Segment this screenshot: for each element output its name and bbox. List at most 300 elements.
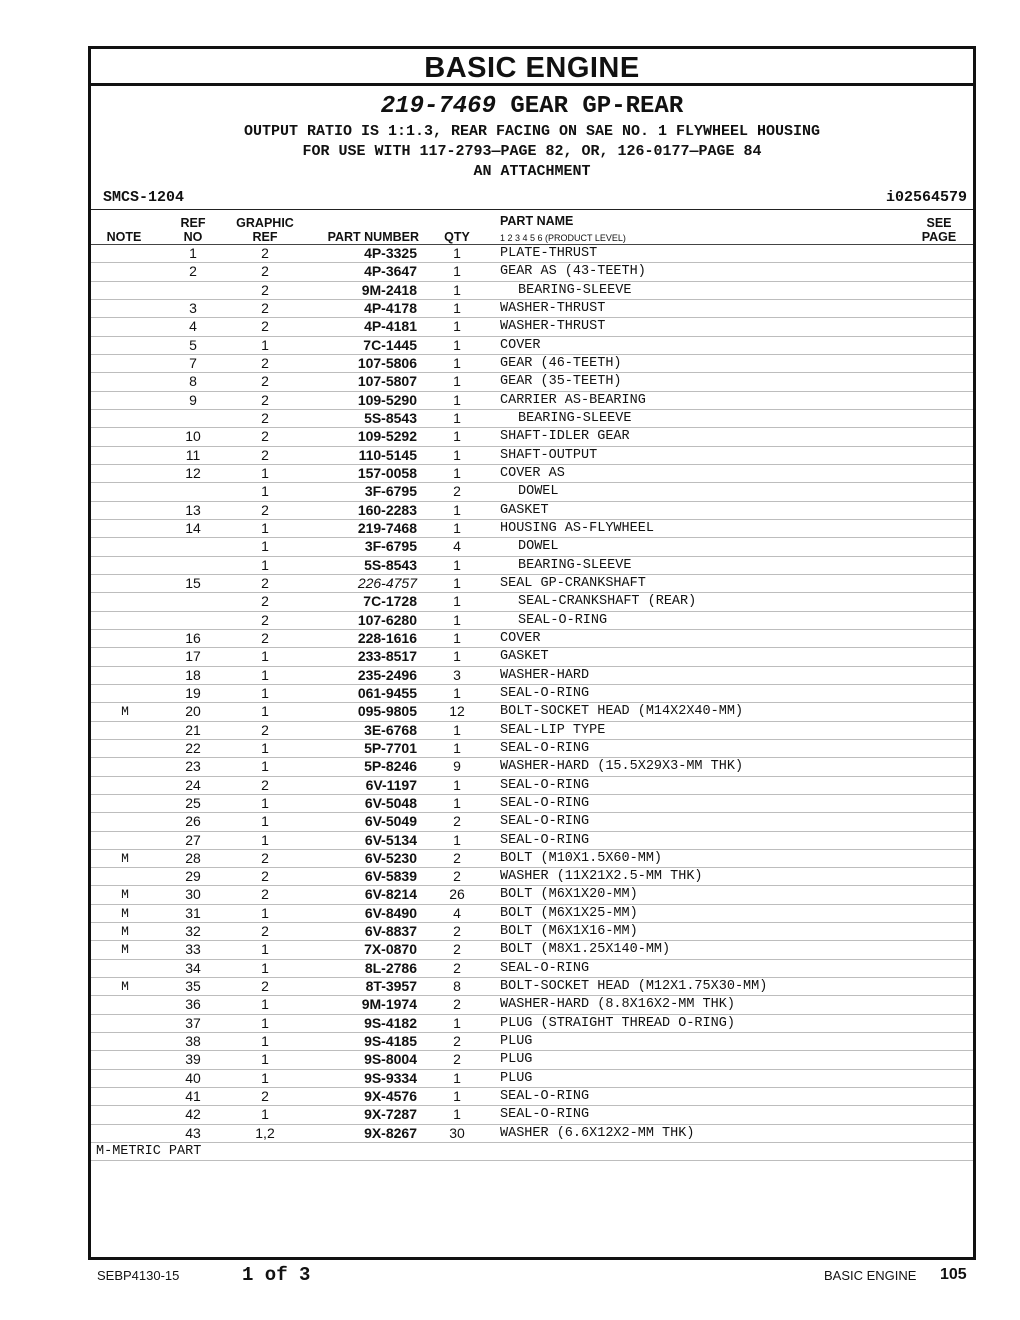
graphic-ref-cell: 2 <box>261 299 269 316</box>
part-number-cell: 8L-2786 <box>364 959 417 976</box>
qty-cell: 2 <box>453 923 461 940</box>
part-number-cell: 8T-3957 <box>365 978 417 995</box>
graphic-ref-cell: 2 <box>261 263 269 280</box>
table-row <box>91 978 973 996</box>
graphic-ref-cell: 2 <box>261 611 269 628</box>
graphic-ref-cell: 1 <box>261 941 269 958</box>
graphic-ref-cell: 1 <box>261 648 269 665</box>
group-part-number: 219-7469 <box>380 93 496 120</box>
part-name-cell: PLUG <box>500 1052 533 1068</box>
note-cell: M <box>121 942 129 958</box>
table-row <box>91 318 973 336</box>
part-number-cell: 107-6280 <box>357 611 417 628</box>
qty-cell: 2 <box>453 813 461 830</box>
part-name-cell: SEAL-CRANKSHAFT (REAR) <box>518 594 697 610</box>
qty-cell: 12 <box>449 703 465 720</box>
qty-cell: 1 <box>453 593 461 610</box>
part-number-cell: 5S-8543 <box>364 556 417 573</box>
part-name-cell: WASHER-THRUST <box>500 319 606 335</box>
part-name-cell: SHAFT-OUTPUT <box>500 447 598 463</box>
part-name-cell: SEAL-O-RING <box>518 612 608 628</box>
graphic-ref-cell: 2 <box>261 428 269 445</box>
graphic-ref-cell: 1 <box>261 996 269 1013</box>
ref-no-cell: 9 <box>189 391 197 408</box>
part-number-cell: 3F-6795 <box>364 483 417 500</box>
ref-no-cell: 26 <box>185 813 201 830</box>
part-name-cell: GASKET <box>500 502 549 518</box>
part-number-cell: 9S-4185 <box>364 1033 417 1050</box>
table-row <box>91 1015 973 1033</box>
graphic-ref-cell: 1 <box>261 464 269 481</box>
ref-no-cell: 20 <box>185 703 201 720</box>
graphic-ref-cell: 2 <box>261 281 269 298</box>
ref-no-cell: 32 <box>185 923 201 940</box>
table-row <box>91 263 973 281</box>
qty-cell: 2 <box>453 868 461 885</box>
ref-no-cell: 5 <box>189 336 197 353</box>
header-ref-top: REF <box>180 216 206 230</box>
part-name-cell: SEAL-O-RING <box>500 960 590 976</box>
ref-no-cell: 43 <box>185 1124 201 1141</box>
table-row <box>91 960 973 978</box>
table-row <box>91 667 973 685</box>
graphic-ref-cell: 1 <box>261 831 269 848</box>
table-row <box>91 447 973 465</box>
smcs-code: SMCS-1204 <box>103 189 185 206</box>
table-row <box>91 886 973 904</box>
table-row <box>91 740 973 758</box>
part-name-cell: SEAL-O-RING <box>500 1089 590 1105</box>
table-row <box>91 758 973 776</box>
note-cell: M <box>121 905 129 921</box>
qty-cell: 1 <box>453 373 461 390</box>
graphic-ref-cell: 2 <box>261 593 269 610</box>
part-number-cell: 6V-5049 <box>364 813 417 830</box>
metric-note-row <box>91 1143 973 1161</box>
part-name-cell: WASHER-THRUST <box>500 300 606 316</box>
qty-cell: 1 <box>453 611 461 628</box>
table-row <box>91 630 973 648</box>
ref-no-cell: 22 <box>185 739 201 756</box>
ref-no-cell: 36 <box>185 996 201 1013</box>
table-row <box>91 813 973 831</box>
part-number-cell: 233-8517 <box>357 648 417 665</box>
graphic-ref-cell: 1 <box>261 538 269 555</box>
table-row <box>91 795 973 813</box>
part-number-cell: 9S-9334 <box>364 1069 417 1086</box>
qty-cell: 1 <box>453 354 461 371</box>
ref-no-cell: 35 <box>185 978 201 995</box>
graphic-ref-cell: 2 <box>261 318 269 335</box>
graphic-ref-cell: 2 <box>261 886 269 903</box>
part-name-cell: WASHER (6.6X12X2-MM THK) <box>500 1125 695 1141</box>
part-name-cell: CARRIER AS-BEARING <box>500 392 646 408</box>
ref-no-cell: 17 <box>185 648 201 665</box>
table-row <box>91 410 973 428</box>
ref-no-cell: 28 <box>185 849 201 866</box>
qty-cell: 1 <box>453 721 461 738</box>
ref-no-cell: 14 <box>185 519 201 536</box>
part-name-cell: WASHER-HARD <box>500 667 590 683</box>
qty-cell: 1 <box>453 1069 461 1086</box>
ref-no-cell: 40 <box>185 1069 201 1086</box>
ref-no-cell: 2 <box>189 263 197 280</box>
part-number-cell: 107-5807 <box>357 373 417 390</box>
table-row <box>91 777 973 795</box>
qty-cell: 1 <box>453 464 461 481</box>
qty-cell: 1 <box>453 648 461 665</box>
table-row <box>91 575 973 593</box>
part-name-cell: SEAL-O-RING <box>500 814 590 830</box>
qty-cell: 1 <box>453 391 461 408</box>
part-name-cell: WASHER-HARD (15.5X29X3-MM THK) <box>500 759 744 775</box>
ref-no-cell: 19 <box>185 684 201 701</box>
part-name-cell: GASKET <box>500 649 549 665</box>
table-row <box>91 300 973 318</box>
part-name-cell: SEAL-O-RING <box>500 832 590 848</box>
graphic-ref-cell: 2 <box>261 776 269 793</box>
part-number-cell: 160-2283 <box>357 501 417 518</box>
note-cell: M <box>121 887 129 903</box>
part-name-cell: SEAL-O-RING <box>500 685 590 701</box>
part-name-cell: BEARING-SLEEVE <box>518 410 632 426</box>
graphic-ref-cell: 2 <box>261 868 269 885</box>
qty-cell: 1 <box>453 318 461 335</box>
graphic-ref-cell: 1 <box>261 739 269 756</box>
qty-cell: 2 <box>453 1033 461 1050</box>
part-name-cell: PLATE-THRUST <box>500 246 598 261</box>
table-row <box>91 1033 973 1051</box>
table-row <box>91 355 973 373</box>
part-number-cell: 6V-8490 <box>364 904 417 921</box>
ref-no-cell: 30 <box>185 886 201 903</box>
qty-cell: 1 <box>453 519 461 536</box>
graphic-ref-cell: 1 <box>261 813 269 830</box>
graphic-ref-cell: 1 <box>261 959 269 976</box>
graphic-ref-cell: 1,2 <box>255 1124 275 1141</box>
qty-cell: 1 <box>453 684 461 701</box>
ref-no-cell: 12 <box>185 464 201 481</box>
qty-cell: 1 <box>453 1014 461 1031</box>
part-number-cell: 6V-5230 <box>364 849 417 866</box>
graphic-ref-cell: 1 <box>261 556 269 573</box>
part-name-cell: BOLT (M10X1.5X60-MM) <box>500 850 663 866</box>
graphic-ref-cell: 1 <box>261 483 269 500</box>
qty-cell: 1 <box>453 556 461 573</box>
qty-cell: 3 <box>453 666 461 683</box>
illustration-id: i02564579 <box>885 189 967 206</box>
table-row <box>91 373 973 391</box>
table-row <box>91 923 973 941</box>
table-row <box>91 483 973 501</box>
table-row <box>91 905 973 923</box>
graphic-ref-cell: 2 <box>261 245 269 261</box>
table-row <box>91 832 973 850</box>
graphic-ref-cell: 2 <box>261 978 269 995</box>
graphic-ref-cell: 1 <box>261 758 269 775</box>
graphic-ref-cell: 2 <box>261 629 269 646</box>
part-name-cell: SEAL-O-RING <box>500 1107 590 1123</box>
qty-cell: 8 <box>453 978 461 995</box>
header-see-top: SEE <box>926 216 952 230</box>
table-row <box>91 538 973 556</box>
part-number-cell: 7X-0870 <box>364 941 417 958</box>
table-row <box>91 722 973 740</box>
graphic-ref-cell: 1 <box>261 684 269 701</box>
ref-no-cell: 7 <box>189 354 197 371</box>
part-number-cell: 4P-3647 <box>364 263 417 280</box>
ref-no-cell: 34 <box>185 959 201 976</box>
footer-page-of: 1 of 3 <box>242 1264 311 1286</box>
part-name-cell: DOWEL <box>518 539 559 555</box>
header-qty: QTY <box>444 230 470 244</box>
part-name-cell: HOUSING AS-FLYWHEEL <box>500 520 654 536</box>
footer-page-number: 105 <box>940 1266 967 1283</box>
graphic-ref-cell: 2 <box>261 849 269 866</box>
table-row <box>91 392 973 410</box>
part-number-cell: 6V-8214 <box>364 886 417 903</box>
ref-no-cell: 8 <box>189 373 197 390</box>
part-name-cell: GEAR (46-TEETH) <box>500 355 622 371</box>
graphic-ref-cell: 2 <box>261 574 269 591</box>
table-row <box>91 850 973 868</box>
part-name-cell: GEAR AS (43-TEETH) <box>500 264 646 280</box>
graphic-ref-cell: 2 <box>261 721 269 738</box>
graphic-ref-cell: 2 <box>261 354 269 371</box>
part-number-cell: 061-9455 <box>357 684 417 701</box>
part-name-cell: PLUG (STRAIGHT THREAD O-RING) <box>500 1015 735 1031</box>
table-row <box>91 245 973 263</box>
ref-no-cell: 21 <box>185 721 201 738</box>
part-name-cell: BOLT-SOCKET HEAD (M12X1.75X30-MM) <box>500 979 768 995</box>
ref-no-cell: 24 <box>185 776 201 793</box>
part-name-cell: BOLT-SOCKET HEAD (M14X2X40-MM) <box>500 704 744 720</box>
part-name-cell: PLUG <box>500 1034 533 1050</box>
ref-no-cell: 11 <box>185 446 201 463</box>
part-number-cell: 6V-5839 <box>364 868 417 885</box>
graphic-ref-cell: 1 <box>261 519 269 536</box>
ref-no-cell: 15 <box>185 574 201 591</box>
part-number-cell: 5S-8543 <box>364 409 417 426</box>
ref-no-cell: 37 <box>185 1014 201 1031</box>
qty-cell: 1 <box>453 1088 461 1105</box>
part-number-cell: 9M-2418 <box>361 281 417 298</box>
qty-cell: 30 <box>449 1124 465 1141</box>
part-name-cell: SEAL GP-CRANKSHAFT <box>500 575 646 591</box>
table-row <box>91 557 973 575</box>
part-name-cell: BEARING-SLEEVE <box>518 282 632 298</box>
part-name-cell: COVER <box>500 337 541 353</box>
part-name-cell: SEAL-LIP TYPE <box>500 722 606 738</box>
part-number-cell: 235-2496 <box>357 666 417 683</box>
part-number-cell: 4P-3325 <box>364 245 417 261</box>
part-number-cell: 109-5290 <box>357 391 417 408</box>
part-number-cell: 9M-1974 <box>361 996 417 1013</box>
table-row <box>91 1125 973 1143</box>
group-description-line-2: FOR USE WITH 117-2793—PAGE 82, OR, 126-0177—PAGE 84 <box>302 143 762 160</box>
table-row <box>91 428 973 446</box>
qty-cell: 1 <box>453 263 461 280</box>
footer-section: BASIC ENGINE <box>824 1268 917 1283</box>
ref-no-cell: 16 <box>185 629 201 646</box>
qty-cell: 2 <box>453 996 461 1013</box>
graphic-ref-cell: 1 <box>261 1106 269 1123</box>
header-divider <box>91 209 973 210</box>
part-name-cell: GEAR (35-TEETH) <box>500 374 622 390</box>
part-number-cell: 5P-8246 <box>364 758 417 775</box>
table-row <box>91 941 973 959</box>
ref-no-cell: 41 <box>185 1088 201 1105</box>
part-name-cell: SEAL-O-RING <box>500 740 590 756</box>
part-number-cell: 3F-6795 <box>364 538 417 555</box>
table-row <box>91 612 973 630</box>
part-name-cell: WASHER (11X21X2.5-MM THK) <box>500 869 703 885</box>
graphic-ref-cell: 1 <box>261 794 269 811</box>
ref-no-cell: 25 <box>185 794 201 811</box>
header-note: NOTE <box>106 230 142 244</box>
header-graphic-top: GRAPHIC <box>236 216 294 230</box>
ref-no-cell: 13 <box>185 501 201 518</box>
ref-no-cell: 27 <box>185 831 201 848</box>
table-row <box>91 465 973 483</box>
part-name-cell: BOLT (M6X1X16-MM) <box>500 924 638 940</box>
part-number-cell: 9S-4182 <box>364 1014 417 1031</box>
header-graphic-bottom: REF <box>252 230 278 244</box>
ref-no-cell: 38 <box>185 1033 201 1050</box>
qty-cell: 2 <box>453 1051 461 1068</box>
header-ref-bottom: NO <box>183 230 203 244</box>
header-part-name: PART NAME <box>500 214 574 228</box>
qty-cell: 2 <box>453 959 461 976</box>
parts-table <box>91 245 973 1161</box>
header-see-bottom: PAGE <box>921 230 957 244</box>
part-number-cell: 095-9805 <box>357 703 417 720</box>
group-description-line-3: AN ATTACHMENT <box>473 163 591 180</box>
table-row <box>91 282 973 300</box>
part-name-cell: PLUG <box>500 1070 533 1086</box>
part-number-cell: 6V-8837 <box>364 923 417 940</box>
part-number-cell: 226-4757 <box>357 574 417 591</box>
table-row <box>91 337 973 355</box>
ref-no-cell: 4 <box>189 318 197 335</box>
qty-cell: 1 <box>453 776 461 793</box>
part-name-cell: BOLT (M6X1X20-MM) <box>500 887 638 903</box>
graphic-ref-cell: 2 <box>261 1088 269 1105</box>
part-name-cell: SEAL-O-RING <box>500 795 590 811</box>
note-cell: M <box>121 924 129 940</box>
qty-cell: 1 <box>453 1106 461 1123</box>
qty-cell: 1 <box>453 336 461 353</box>
qty-cell: 1 <box>453 428 461 445</box>
part-number-cell: 7C-1728 <box>363 593 417 610</box>
table-row <box>91 1106 973 1124</box>
graphic-ref-cell: 1 <box>261 1033 269 1050</box>
part-number-cell: 4P-4181 <box>364 318 417 335</box>
table-row <box>91 996 973 1014</box>
graphic-ref-cell: 1 <box>261 904 269 921</box>
part-number-cell: 109-5292 <box>357 428 417 445</box>
ref-no-cell: 33 <box>185 941 201 958</box>
parts-list-frame <box>88 46 976 1260</box>
qty-cell: 2 <box>453 849 461 866</box>
ref-no-cell: 10 <box>185 428 201 445</box>
footer-doc-id: SEBP4130-15 <box>97 1268 180 1283</box>
table-row <box>91 1070 973 1088</box>
graphic-ref-cell: 1 <box>261 1014 269 1031</box>
part-number-cell: 6V-5048 <box>364 794 417 811</box>
qty-cell: 2 <box>453 941 461 958</box>
qty-cell: 2 <box>453 483 461 500</box>
ref-no-cell: 23 <box>185 758 201 775</box>
part-number-cell: 107-5806 <box>357 354 417 371</box>
part-name-cell: DOWEL <box>518 484 559 500</box>
part-number-cell: 6V-5134 <box>364 831 417 848</box>
header-part-number: PART NUMBER <box>327 230 419 244</box>
part-number-cell: 7C-1445 <box>363 336 417 353</box>
part-number-cell: 3E-6768 <box>364 721 417 738</box>
qty-cell: 1 <box>453 281 461 298</box>
part-name-cell: SHAFT-IDLER GEAR <box>500 429 630 445</box>
table-row <box>91 703 973 721</box>
ref-no-cell: 42 <box>185 1106 201 1123</box>
part-number-cell: 9S-8004 <box>364 1051 417 1068</box>
qty-cell: 1 <box>453 245 461 261</box>
table-row <box>91 1051 973 1069</box>
qty-cell: 1 <box>453 299 461 316</box>
part-name-cell: COVER <box>500 630 541 646</box>
header-product-levels: 1 2 3 4 5 6 (PRODUCT LEVEL) <box>500 233 626 243</box>
qty-cell: 26 <box>449 886 465 903</box>
ref-no-cell: 39 <box>185 1051 201 1068</box>
part-number-cell: 219-7468 <box>357 519 417 536</box>
ref-no-cell: 1 <box>189 245 197 261</box>
graphic-ref-cell: 2 <box>261 391 269 408</box>
table-row <box>91 1088 973 1106</box>
table-row <box>91 685 973 703</box>
graphic-ref-cell: 1 <box>261 703 269 720</box>
graphic-ref-cell: 1 <box>261 1069 269 1086</box>
table-row <box>91 648 973 666</box>
metric-note: M-METRIC PART <box>96 1144 202 1160</box>
part-name-cell: SEAL-O-RING <box>500 777 590 793</box>
qty-cell: 1 <box>453 831 461 848</box>
qty-cell: 1 <box>453 794 461 811</box>
part-number-cell: 9X-4576 <box>364 1088 417 1105</box>
qty-cell: 4 <box>453 538 461 555</box>
graphic-ref-cell: 1 <box>261 666 269 683</box>
ref-no-cell: 18 <box>185 666 201 683</box>
part-name-cell: BOLT (M6X1X25-MM) <box>500 905 638 921</box>
note-cell: M <box>121 704 129 720</box>
part-name-cell: WASHER-HARD (8.8X16X2-MM THK) <box>500 997 735 1013</box>
qty-cell: 4 <box>453 904 461 921</box>
part-name-cell: BOLT (M8X1.25X140-MM) <box>500 942 671 958</box>
graphic-ref-cell: 2 <box>261 409 269 426</box>
part-number-cell: 9X-8267 <box>364 1124 417 1141</box>
part-name-cell: COVER AS <box>500 465 565 481</box>
qty-cell: 1 <box>453 409 461 426</box>
ref-no-cell: 3 <box>189 299 197 316</box>
group-title <box>91 93 973 121</box>
part-number-cell: 110-5145 <box>358 446 417 463</box>
part-number-cell: 9X-7287 <box>364 1106 417 1123</box>
note-cell: M <box>121 979 129 995</box>
table-row <box>91 520 973 538</box>
qty-cell: 1 <box>453 629 461 646</box>
graphic-ref-cell: 1 <box>261 1051 269 1068</box>
graphic-ref-cell: 2 <box>261 923 269 940</box>
part-number-cell: 228-1616 <box>357 629 417 646</box>
